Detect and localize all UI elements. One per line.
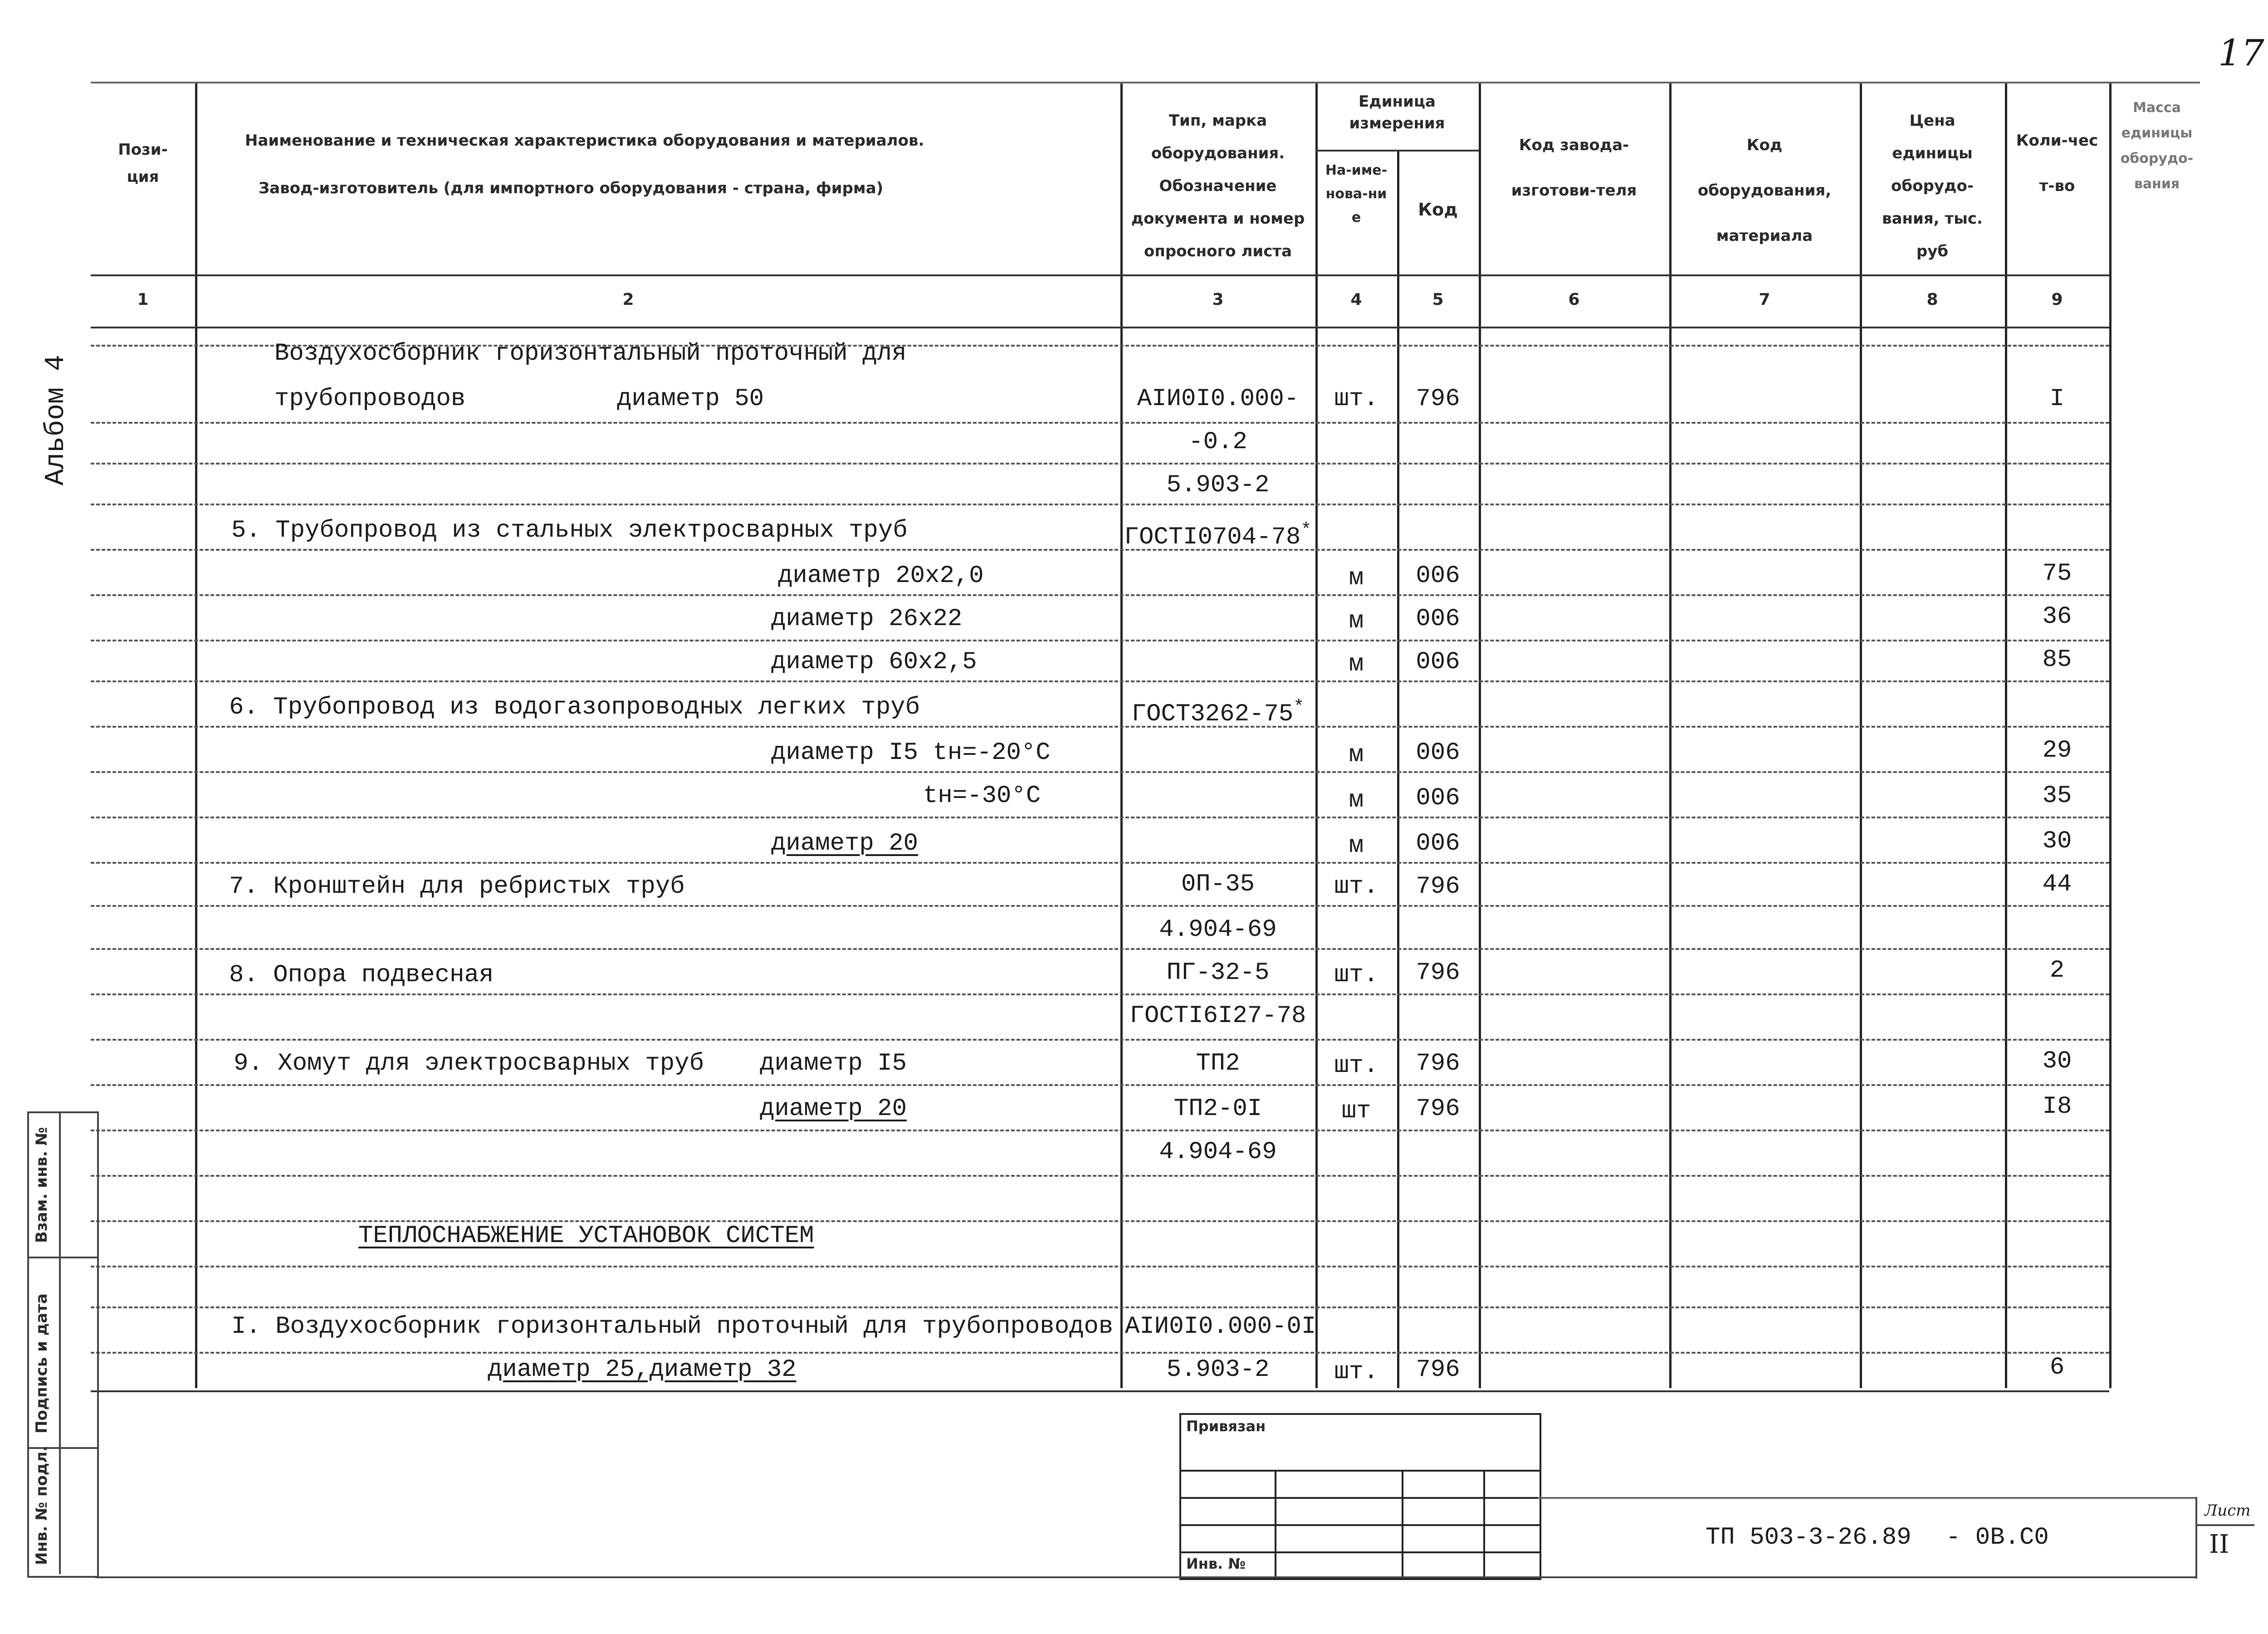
- sheet-label: Лист: [2204, 1502, 2251, 1520]
- header-quantity: Коли-чест-во: [2016, 132, 2098, 195]
- row-qty: 29: [2042, 737, 2072, 764]
- row-qty: 36: [2042, 603, 2072, 631]
- album-label: Альбом 4: [41, 354, 72, 485]
- side-podpis: Подпись и дата: [33, 1293, 51, 1433]
- row-unit: м: [1349, 741, 1364, 769]
- column-number: 1: [137, 290, 149, 309]
- row-unit: м: [1349, 832, 1364, 860]
- row-type: -0.2: [1188, 428, 1247, 456]
- row-type: ПГ-32-5: [1166, 959, 1270, 987]
- row-name-extra: диаметр I5: [760, 1050, 907, 1077]
- row-type: 4.904-69: [1159, 1138, 1277, 1166]
- row-code: 796: [1416, 1095, 1460, 1123]
- row-name: диаметр 20х2,0: [778, 562, 984, 590]
- row-qty: 30: [2042, 827, 2072, 855]
- row-unit: м: [1349, 651, 1364, 678]
- row-type: 4.904-69: [1159, 916, 1277, 944]
- column-number: 3: [1212, 290, 1224, 309]
- header-type: Тип, марка оборудования. Обозначение документа и номер опросного листа: [1131, 112, 1305, 260]
- header-name-line2: Завод-изготовитель (для импортного оборудования - страна, фирма): [259, 179, 884, 197]
- row-name: 5. Трубопровод из стальных электросварных труб: [231, 517, 908, 544]
- column-number: 7: [1759, 290, 1770, 309]
- row-code: 006: [1416, 830, 1460, 857]
- row-name: 8. Опора подвесная: [229, 961, 494, 989]
- row-code: 006: [1416, 562, 1460, 590]
- row-type: ГОСТ3262-75*: [1131, 697, 1305, 728]
- header-unit-group: Единица измерения: [1349, 93, 1445, 132]
- row-type: ГОСТI6I27-78: [1129, 1002, 1306, 1030]
- row-name: трубопроводов: [274, 385, 466, 413]
- row-code: 796: [1416, 1356, 1460, 1384]
- row-unit: шт.: [1334, 1358, 1378, 1386]
- header-mass: Масса единицы оборудо-вания: [2120, 100, 2194, 192]
- row-type: ТП2-0I: [1173, 1095, 1262, 1123]
- header-plant-code: Код завода-изготови-теля: [1511, 136, 1637, 200]
- row-code: 796: [1416, 959, 1460, 987]
- row-name: tн=-30°С: [923, 782, 1041, 810]
- row-name: 7. Кронштейн для ребристых труб: [229, 873, 685, 900]
- column-number: 5: [1432, 290, 1444, 309]
- row-code: 006: [1416, 605, 1460, 633]
- row-qty: 6: [2049, 1354, 2065, 1381]
- row-type: ТП2: [1196, 1050, 1240, 1077]
- section-title: ТЕПЛОСНАБЖЕНИЕ УСТАНОВОК СИСТЕМ: [358, 1222, 814, 1250]
- row-qty: I: [2049, 385, 2065, 413]
- row-qty: 30: [2042, 1047, 2072, 1075]
- header-equipment-code: Код оборудования, материала: [1697, 136, 1832, 245]
- row-qty: 2: [2049, 957, 2065, 984]
- column-number: 8: [1926, 290, 1938, 309]
- column-number: 4: [1350, 290, 1362, 309]
- row-unit: шт.: [1334, 873, 1378, 900]
- privyazan-label: Привязан: [1186, 1418, 1266, 1435]
- header-unit-code: Код: [1418, 200, 1458, 220]
- header-position: Пози-ция: [118, 141, 168, 186]
- row-unit: шт: [1341, 1097, 1371, 1125]
- row-qty: 44: [2042, 871, 2072, 898]
- header-price: Цена единицы оборудо-вания, тыс. руб: [1882, 112, 1983, 260]
- row-code: 796: [1416, 1050, 1460, 1077]
- row-name: диаметр 20: [760, 1095, 907, 1123]
- row-unit: шт.: [1334, 1052, 1378, 1080]
- row-name: диаметр 60х2,5: [771, 648, 977, 676]
- row-qty: 35: [2042, 782, 2072, 810]
- inv-no-label: Инв. №: [1186, 1555, 1246, 1572]
- row-qty: 85: [2042, 646, 2072, 674]
- row-type: 5.903-2: [1166, 1356, 1270, 1384]
- row-name-extra: диаметр 50: [617, 385, 764, 413]
- row-name: диаметр 20: [771, 830, 919, 857]
- row-name: I. Воздухосборник горизонтальный проточный для трубопроводов: [231, 1313, 1114, 1340]
- header-unit-name: На-име-нова-ние: [1325, 162, 1388, 225]
- row-code: 796: [1416, 873, 1460, 900]
- row-unit: шт.: [1334, 961, 1378, 989]
- side-inv-podl: Инв. № подл.: [33, 1445, 51, 1565]
- row-unit: шт.: [1334, 385, 1378, 413]
- row-name: 6. Трубопровод из водогазопроводных легких труб: [229, 694, 920, 721]
- header-name-line1: Наименование и техническая характеристика оборудования и материалов.: [245, 132, 924, 150]
- column-number: 2: [622, 290, 634, 309]
- row-unit: м: [1349, 787, 1364, 814]
- row-type: АIИ0I0.000-: [1137, 385, 1299, 413]
- column-number: 6: [1568, 290, 1580, 309]
- row-unit: м: [1349, 564, 1364, 592]
- page-mark: 17: [2218, 32, 2264, 74]
- sheet-number: II: [2209, 1530, 2229, 1559]
- row-code: 006: [1416, 739, 1460, 767]
- row-code: 796: [1416, 385, 1460, 413]
- row-name: диаметр I5 tн=-20°С: [771, 739, 1051, 767]
- row-code: 006: [1416, 648, 1460, 676]
- row-type: 0П-35: [1181, 871, 1255, 898]
- row-type: ГОСТI0704-78*: [1124, 520, 1312, 551]
- column-number: 9: [2051, 290, 2063, 309]
- row-type: АIИ0I0.000-0I: [1125, 1313, 1316, 1340]
- row-qty: I8: [2042, 1093, 2072, 1120]
- side-vzam: Взам. инв. №: [33, 1127, 51, 1243]
- row-qty: 75: [2042, 560, 2072, 587]
- row-type: 5.903-2: [1166, 471, 1270, 499]
- row-code: 006: [1416, 784, 1460, 812]
- document-code: ТП 503-3-26.89: [1706, 1524, 1911, 1551]
- row-name: диаметр 26х22: [771, 605, 963, 633]
- document-suffix: - 0В.С0: [1946, 1524, 2049, 1551]
- row-name: Воздухосборник горизонтальный проточный для: [274, 340, 907, 367]
- row-unit: м: [1349, 607, 1364, 635]
- row-name: 9. Хомут для электросварных труб: [234, 1050, 704, 1077]
- row-name: диаметр 25,диаметр 32: [488, 1356, 797, 1384]
